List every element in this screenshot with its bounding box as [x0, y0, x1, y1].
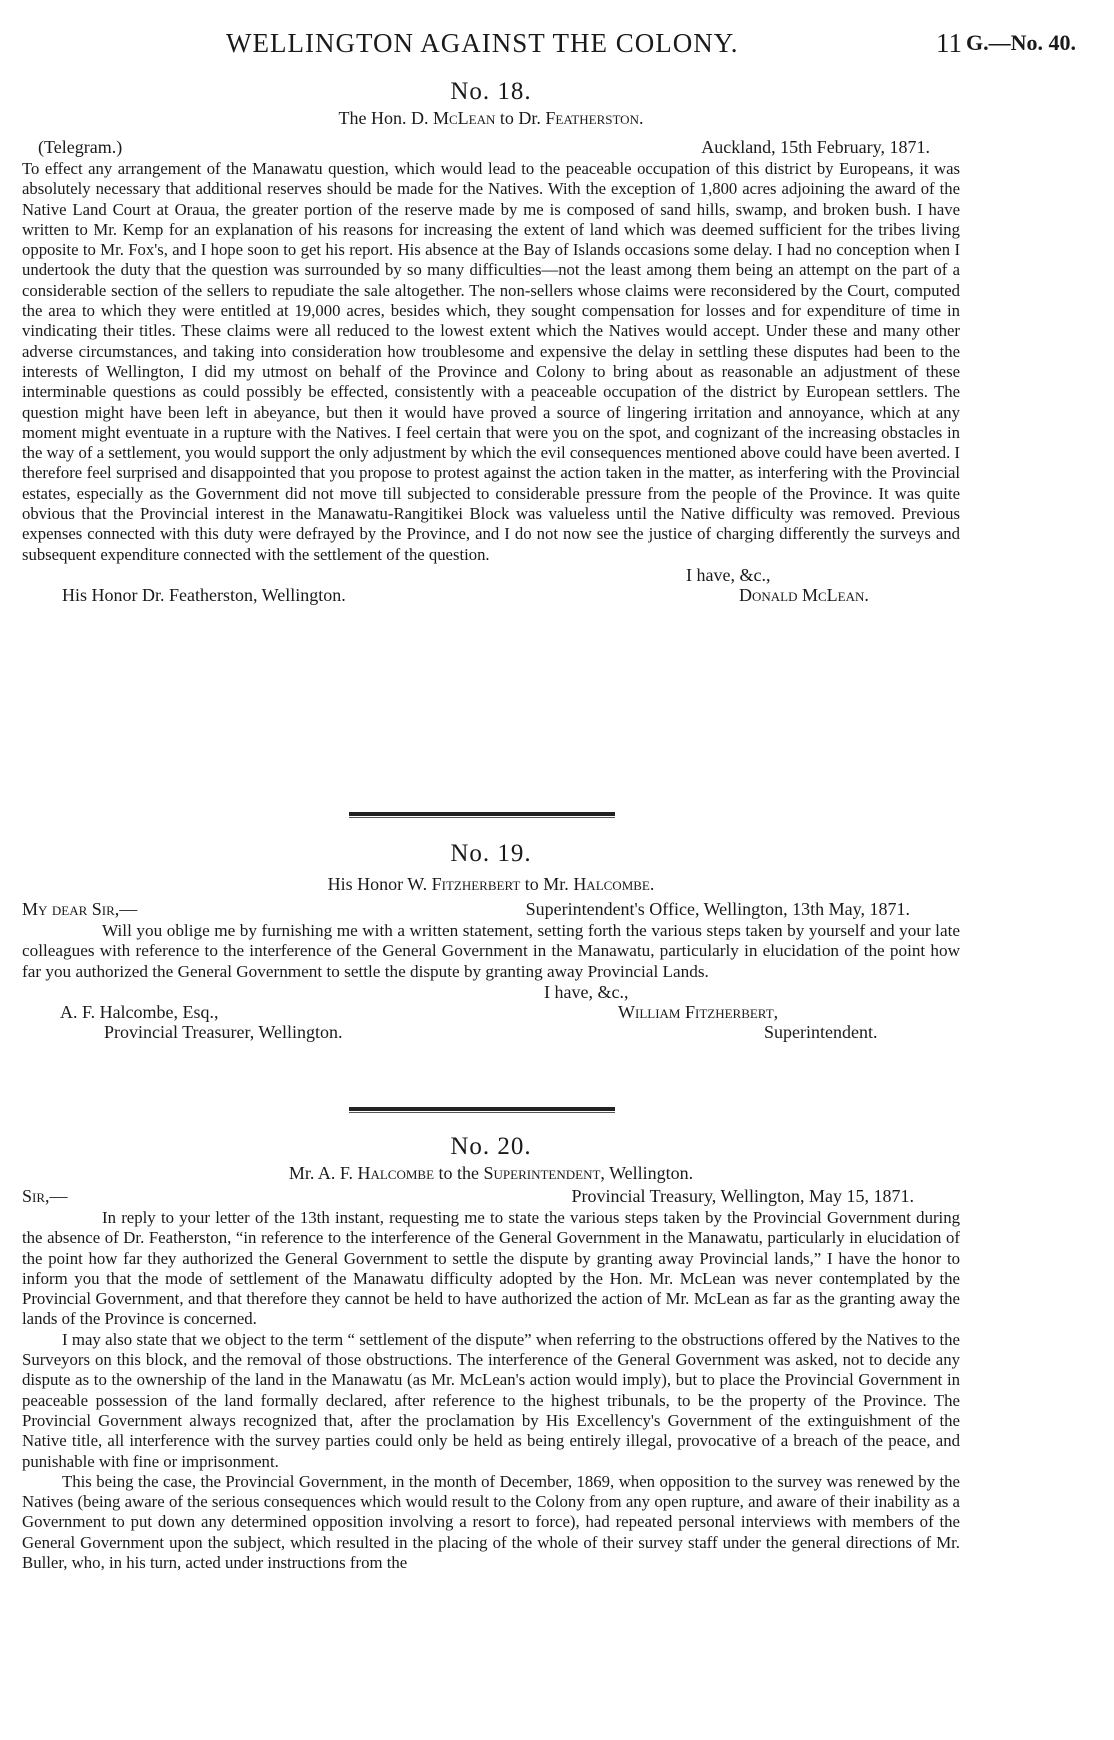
letter-heading: [22, 1163, 960, 1184]
letter-20: [22, 1133, 960, 1573]
heading-to-place: Wellington.: [609, 1163, 694, 1183]
letter-paragraph: I may also state that we object to the term “ settlement of the dispute” when referring to the obstructions offered by the Natives to the Surveyors on this block, and the removal of those obstructions. The interference of the General Government was asked, not to decide any dispute as to the ownership of the land in the Manawatu (as Mr. McLean's action would imply), but to place the Provincial Government in peaceable possession of the land formally declared, after reference to the highest tribunals, to be the property of the Province. The Provincial Government always recognized that, after the proclamation by His Excellency's Government of the extinguishment of the Native title, all interference with the survey parties could only be held as being entirely illegal, provocative of a breach of the peace, and punishable with fine or imprisonment.: [22, 1329, 960, 1471]
letter-closing-block: [22, 982, 960, 1046]
addressee: A. F. Halcombe, Esq.,: [60, 1001, 219, 1022]
heading-to-name: Superintendent,: [483, 1163, 605, 1183]
heading-to: to Dr.: [499, 108, 541, 128]
heading-from-name: Halcombe: [357, 1163, 435, 1183]
letter-date: Superintendent's Office, Wellington, 13th May, 1871.: [525, 899, 910, 919]
addressee: His Honor Dr. Featherston, Wellington.: [62, 584, 346, 605]
running-title: WELLINGTON AGAINST THE COLONY.: [226, 28, 739, 58]
letter-body: To effect any arrangement of the Manawatu question, which would lead to the peaceable occupation of this district by Europeans, it was absolutely necessary that additional reserves should be made for the Natives. With the exception of 1,800 acres adjoining the award of the Native Land Court at Oraua, the greater portion of the reserve made by me is composed of sand hills, swamp, and broken bush. I have written to Mr. Kemp for an explanation of his reasons for increasing the extent of land which was deemed sufficient for the tribes living opposite to Mr. Fox's, and I hope soon to get his report. His absence at the Bay of Islands occasions some delay. I had no conception when I undertook the duty that the question was surrounded by so many difficulties—not the least among them being an attempt on the part of a considerable section of the sellers to repudiate the sale altogether. The non-sellers whose claims were reconsidered by the Court, computed the area to which they were entitled at 19,000 acres, besides which, they sought compensation for losses and for expenditure of time in vindicating their titles. These claims were all reduced to the lowest extent which the Natives would accept. Under these and many other adverse circumstances, and taking into consideration how troublesome and expensive the delay in settling these disputes had been to the interests of Wellington, I did my utmost on behalf of the Province and Colony to bring about as reasonable an adjustment of these interminable questions as could possibly be effected, consistently with a peaceable occupation of the district by European settlers. The question might have been left in abeyance, but then it would have proved a source of lingering irritation and annoyance, which at any moment might eventuate in a rupture with the Natives. I feel certain that were you on the spot, and cognizant of the increasing obstacles in the way of a settlement, you would support the only adjustment by which the evil consequences mentioned above could have been averted. I therefore feel surprised and disappointed that you propose to protest against the action taken in the matter, as interfering with the Provincial estates, especially as the Government did not move till subjected to considerable pressure from the people of the Province. It was quite obvious that the Provincial interest in the Manawatu-Rangitikei Block was valueless until the Native difficulty was removed. Previous expenses connected with this duty were defrayed by the Province, and I do not now see the justice of charging differently the surveys and subsequent expenditure connected with the settlement of the question.: [22, 159, 960, 564]
letter-body: Will you oblige me by furnishing me with a written statement, setting forth the various steps taken by yourself and your late colleagues with reference to the interference of the General Government in the Manawatu, particularly in elucidation of the point how far you authorized the General Government to settle the dispute by granting away Provincial Lands.: [22, 921, 960, 981]
salutation: Sir,—: [22, 1186, 68, 1206]
page-number: 11: [936, 28, 962, 58]
heading-from: The Hon. D.: [338, 108, 429, 128]
signature: Donald McLean.: [739, 584, 869, 605]
letter-date: Auckland, 15th February, 1871.: [701, 137, 930, 157]
document-reference: G.—No. 40.: [966, 30, 1076, 55]
heading-to: to the: [438, 1163, 480, 1183]
heading-from-name: Fitzherbert: [431, 874, 521, 894]
letter-heading: [22, 108, 960, 129]
heading-from: Mr. A. F.: [288, 1163, 353, 1183]
letter-date: Provincial Treasury, Wellington, May 15, 1871.: [571, 1186, 914, 1206]
closing-phrase: I have, &c.,: [686, 564, 771, 585]
heading-from-name: McLean: [433, 108, 496, 128]
letter-closing-block: [22, 565, 960, 609]
letter-number: No. 19.: [450, 840, 532, 867]
letter-meta: [22, 1186, 960, 1208]
addressee-title: Provincial Treasurer, Wellington.: [104, 1021, 343, 1042]
letter-19: [22, 840, 960, 1046]
page-header: [0, 28, 1114, 58]
letter-18: [22, 78, 960, 609]
closing-phrase: I have, &c.,: [544, 981, 629, 1002]
heading-to-name: Halcombe.: [573, 874, 655, 894]
section-divider: [349, 812, 615, 816]
letter-number: No. 18.: [450, 78, 532, 105]
section-divider: [349, 1107, 615, 1111]
letter-heading: [22, 874, 960, 895]
heading-from: His Honor W.: [327, 874, 428, 894]
letter-number: No. 20.: [450, 1133, 532, 1160]
telegram-label: (Telegram.): [38, 137, 123, 157]
heading-to-name: Featherston.: [545, 108, 644, 128]
heading-to: to Mr.: [524, 874, 569, 894]
signature-title: Superintendent.: [764, 1021, 878, 1042]
letter-paragraph: This being the case, the Provincial Government, in the month of December, 1869, when opposition to the survey was renewed by the Natives (being aware of the serious consequences which would result to the Colony from any open rupture, and aware of their inability as a Government to put down any determined opposition involving a resort to force), had repeated personal interviews with members of the General Government upon the subject, which resulted in the placing of the whole of their survey staff under the general directions of Mr. Buller, who, in his turn, acted under instructions from the: [22, 1471, 960, 1573]
salutation: My dear Sir,—: [22, 899, 138, 919]
letter-meta: [22, 899, 960, 921]
signature: William Fitzherbert,: [618, 1001, 779, 1022]
letter-paragraph: In reply to your letter of the 13th instant, requesting me to state the various steps taken by the Provincial Government during the absence of Dr. Featherston, “in reference to the interference of the General Government in the Manawatu, particularly in elucidation of the point how far they authorized the General Government to settle the dispute by granting away Provincial lands,” I have the honor to inform you that the mode of settlement of the Manawatu difficulty adopted by the Hon. Mr. McLean was never contemplated by the Provincial Government, and that therefore they cannot be held to have authorized the action of Mr. McLean as far as the granting away the lands of the Province is concerned.: [22, 1208, 960, 1329]
letter-meta: [22, 137, 960, 159]
